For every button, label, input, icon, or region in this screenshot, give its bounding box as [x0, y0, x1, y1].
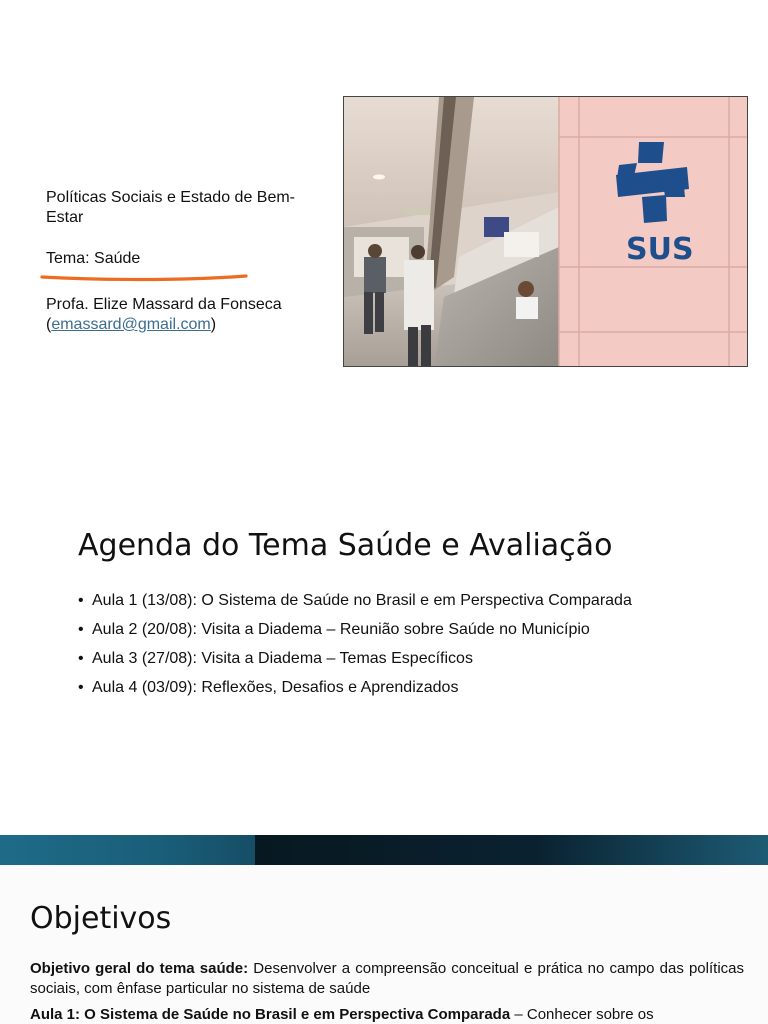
paren-close: ) [210, 316, 217, 333]
email-link[interactable]: emassard@gmail.com [51, 316, 211, 333]
sus-clinic-photo [343, 96, 748, 367]
objectives-title: Objetivos [30, 901, 172, 936]
agenda-title: Agenda do Tema Saúde e Avaliação [78, 528, 613, 563]
orange-underline [40, 272, 250, 284]
agenda-item [78, 644, 632, 673]
paren-open: ( [46, 316, 52, 333]
objective-aula1 [30, 1005, 744, 1024]
sus-logo-text: SUS [626, 232, 694, 267]
objective-general [30, 959, 744, 999]
slide-agenda [0, 410, 768, 835]
agenda-item-text: Aula 1 (13/08): O Sistema de Saúde no Brasil e em Perspectiva Comparada [92, 592, 632, 609]
bullet: • [78, 679, 84, 696]
professor-block [46, 295, 306, 335]
objective-aula1-label: Aula 1: O Sistema de Saúde no Brasil e em Perspectiva Comparada [30, 1006, 511, 1023]
clinic-illustration [344, 97, 748, 367]
course-title: Políticas Sociais e Estado de Bem-Estar [46, 189, 296, 226]
header-band-left [0, 835, 255, 865]
objective-general-label: Objetivo geral do tema saúde: [30, 960, 249, 977]
agenda-item-text: Aula 4 (03/09): Reflexões, Desafios e Aprendizados [92, 679, 459, 696]
agenda-item [78, 586, 632, 615]
header-band [0, 835, 768, 865]
objective-aula1-text: – Conhecer sobre os [510, 1006, 654, 1023]
professor-email-line [46, 315, 306, 335]
header-band-right [255, 835, 768, 865]
bullet: • [78, 621, 84, 638]
bullet: • [78, 650, 84, 667]
agenda-list [78, 586, 632, 702]
agenda-item-text: Aula 3 (27/08): Visita a Diadema – Temas Específicos [92, 650, 473, 667]
slide-objectives [0, 835, 768, 1024]
bullet: • [78, 592, 84, 609]
slide-title [0, 0, 768, 410]
professor-name: Profa. Elize Massard da Fonseca [46, 296, 282, 313]
agenda-item [78, 673, 632, 702]
agenda-item [78, 615, 632, 644]
theme-label: Tema: Saúde [46, 250, 141, 267]
objective-general-text: Desenvolver a compreensão conceitual e prática no campo das políticas sociais, com ênfase particular no sistema de saúde [30, 960, 744, 997]
agenda-item-text: Aula 2 (20/08): Visita a Diadema – Reunião sobre Saúde no Município [92, 621, 590, 638]
